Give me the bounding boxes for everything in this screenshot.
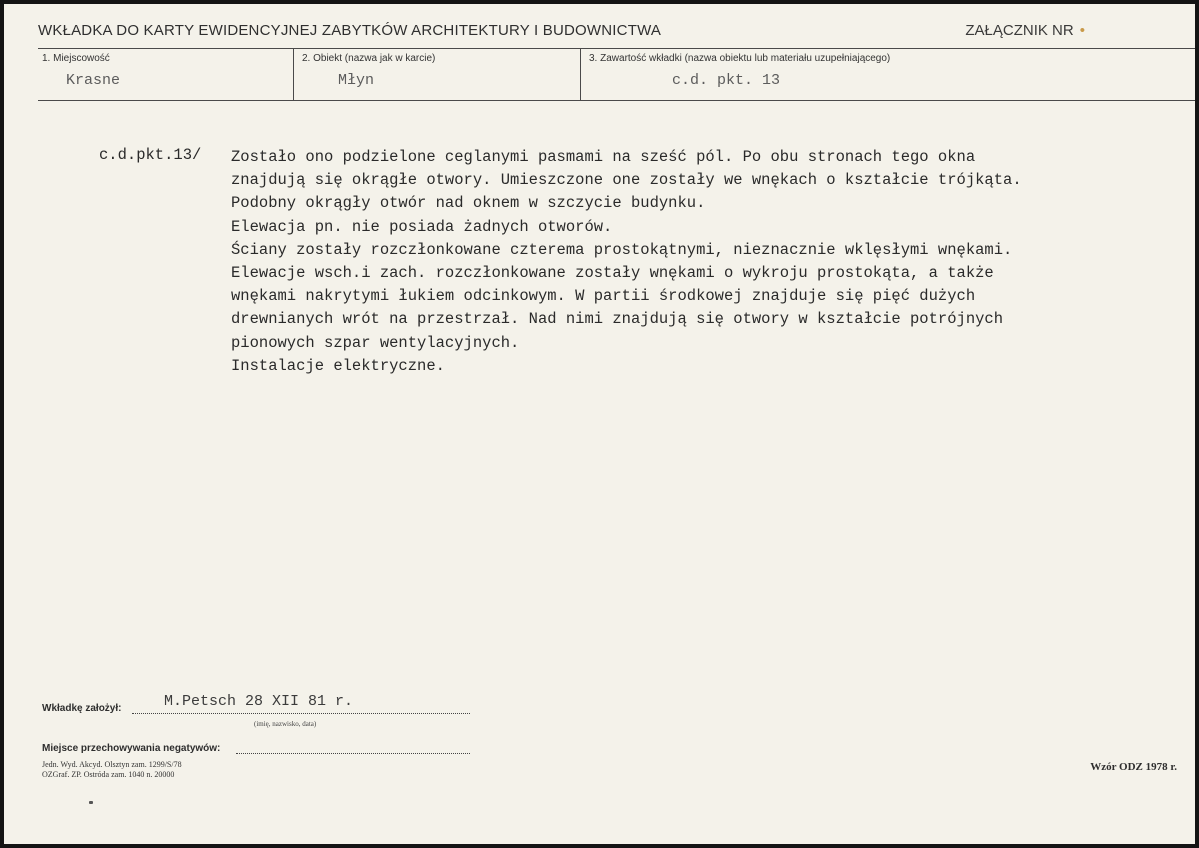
annex-number-label bbox=[965, 22, 1085, 39]
negatives-location-label: Miejsce przechowywania negatywów: bbox=[42, 743, 221, 754]
description-line: znajdują się okrągłe otwory. Umieszczone one zostały we wnękach o kształcie trójkąta. bbox=[231, 171, 1022, 190]
ink-speck bbox=[89, 801, 93, 804]
header-rule-top bbox=[38, 48, 1195, 49]
description-text bbox=[231, 146, 1022, 378]
founder-dotted-line bbox=[132, 713, 470, 714]
description-line: pionowych szpar wentylacyjnych. bbox=[231, 333, 520, 352]
printer-imprint-line-2: OZGraf. ZP. Ostróda zam. 1040 n. 20000 bbox=[42, 770, 175, 779]
header-rule-bottom bbox=[38, 100, 1195, 101]
description-line: drewnianych wrót na przestrzał. Nad nimi znajdują się otwory w kształcie potrójnych bbox=[231, 310, 1004, 329]
field-contents-value: c.d. pkt. 13 bbox=[672, 72, 781, 89]
form-title: WKŁADKA DO KARTY EWIDENCYJNEJ ZABYTKÓW ARCHITEKTURY I BUDOWNICTWA bbox=[38, 22, 662, 39]
annex-dot-mark: • bbox=[1079, 22, 1085, 39]
annex-label-text: ZAŁĄCZNIK NR bbox=[965, 22, 1074, 39]
field-object-value: Młyn bbox=[338, 72, 375, 89]
form-model-number: Wzór ODZ 1978 r. bbox=[1090, 761, 1177, 773]
continuation-reference: c.d.pkt.13/ bbox=[99, 146, 202, 164]
description-line: Ściany zostały rozczłonkowane czterema prostokątnymi, nieznacznie wklęsłymi wnękami. bbox=[231, 240, 1013, 259]
description-line: Elewacja pn. nie posiada żadnych otworów. bbox=[231, 217, 613, 236]
field-locality-value: Krasne bbox=[66, 72, 121, 89]
founder-value: M.Petsch 28 XII 81 r. bbox=[164, 693, 354, 710]
founder-label: Wkładkę założył: bbox=[42, 703, 122, 714]
description-line: Zostało ono podzielone ceglanymi pasmami na sześć pól. Po obu stronach tego okna bbox=[231, 148, 976, 166]
field-divider-1 bbox=[293, 48, 294, 101]
description-line: Podobny okrągły otwór nad oknem w szczycie budynku. bbox=[231, 194, 706, 213]
printer-imprint-line-1: Jedn. Wyd. Akcyd. Olsztyn zam. 1299/S/78 bbox=[42, 760, 182, 769]
negatives-dotted-line bbox=[236, 753, 470, 754]
field-object-label: 2. Obiekt (nazwa jak w karcie) bbox=[302, 53, 436, 64]
description-line: Instalacje elektryczne. bbox=[231, 356, 445, 375]
description-line: Elewacje wsch.i zach. rozczłonkowane zostały wnękami o wykroju prostokąta, a także bbox=[231, 264, 994, 283]
field-locality-label: 1. Miejscowość bbox=[42, 53, 110, 64]
field-contents-label: 3. Zawartość wkładki (nazwa obiektu lub materiału uzupełniającego) bbox=[589, 53, 891, 64]
founder-hint: (imię, nazwisko, data) bbox=[254, 720, 317, 728]
description-line: wnękami nakrytymi łukiem odcinkowym. W partii środkowej znajduje się pięć dużych bbox=[231, 287, 976, 306]
field-divider-2 bbox=[580, 48, 581, 101]
